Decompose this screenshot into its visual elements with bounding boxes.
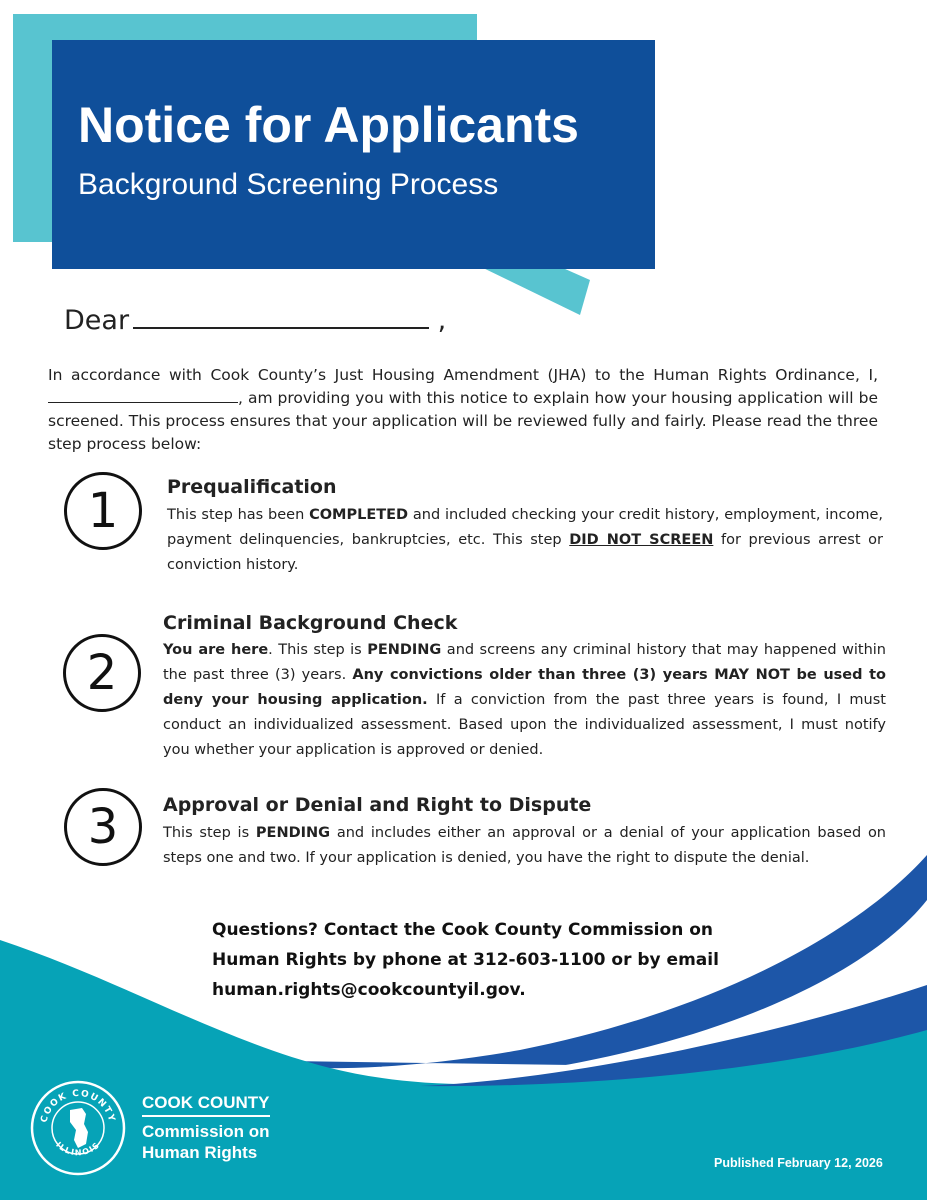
step-1-text-run: This step has been (167, 507, 310, 523)
step-1-title: Prequalification (167, 476, 337, 498)
step-1-number: 1 (64, 472, 142, 550)
step-2-text-run: Any convictions older than three (3) years MAY NOT be used to deny your housing application. (163, 667, 886, 708)
step-2-number: 2 (63, 634, 141, 712)
intro-part2: , am providing you with this notice to explain how your housing application will be screened. This process ensures that your application will be reviewed fully and fairly. Please read the three step process below: (48, 389, 878, 453)
step-3-text-run: and includes either an approval or a denial of your application based on steps one and two. If your application is denied, you have the right to dispute the denial. (163, 825, 887, 866)
step-1-text-run: and included checking your credit history, employment, income, payment delinquencies, bankruptcies, etc. This step (167, 507, 883, 548)
page-subtitle: Background Screening Process (78, 168, 499, 201)
step-2-text-run: . This step is (268, 642, 368, 658)
step-3-text-run: This step is (163, 825, 256, 841)
cook-county-seal-icon (30, 1080, 126, 1176)
step-1-text-run: COMPLETED (309, 507, 409, 523)
step-2-text-run: You are here (163, 642, 269, 658)
svg-text:COOK COUNTY: COOK COUNTY (39, 1088, 117, 1124)
greeting-dear: Dear (64, 305, 130, 336)
org-name-line2: Commission on Human Rights (142, 1122, 270, 1162)
svg-text:ILLINOIS: ILLINOIS (54, 1140, 102, 1158)
greeting-comma: , (437, 305, 447, 336)
page-title: Notice for Applicants (78, 97, 579, 153)
step-1-text-run: for previous arrest or conviction history. (167, 532, 883, 573)
step-2-text-run: and screens any criminal history that may happened within the past three (3) years. (163, 642, 886, 683)
org-name-line1: COOK COUNTY (142, 1093, 270, 1117)
step-1-text-run: DID NOT SCREEN (569, 532, 714, 548)
contact-text: Questions? Contact the Cook County Commission on Human Rights by phone at 312-603-1100 or by email human.rights@cookcountyil.gov. (212, 920, 719, 1000)
step-2-text-run: PENDING (367, 642, 442, 658)
step-2-text-run: If a conviction from the past three years is found, I must conduct an individualized assessment. Based upon the individualized assessment, I must notify you whether your application is approved or denied. (163, 692, 886, 758)
step-3-number: 3 (64, 788, 142, 866)
published-date: Published February 12, 2026 (714, 1156, 883, 1170)
step-3-title: Approval or Denial and Right to Dispute (163, 794, 592, 816)
step-3-text-run: PENDING (255, 825, 331, 841)
intro-part1: In accordance with Cook County’s Just Housing Amendment (JHA) to the Human Rights Ordinance, I, (48, 366, 878, 384)
step-2-title: Criminal Background Check (163, 612, 458, 634)
